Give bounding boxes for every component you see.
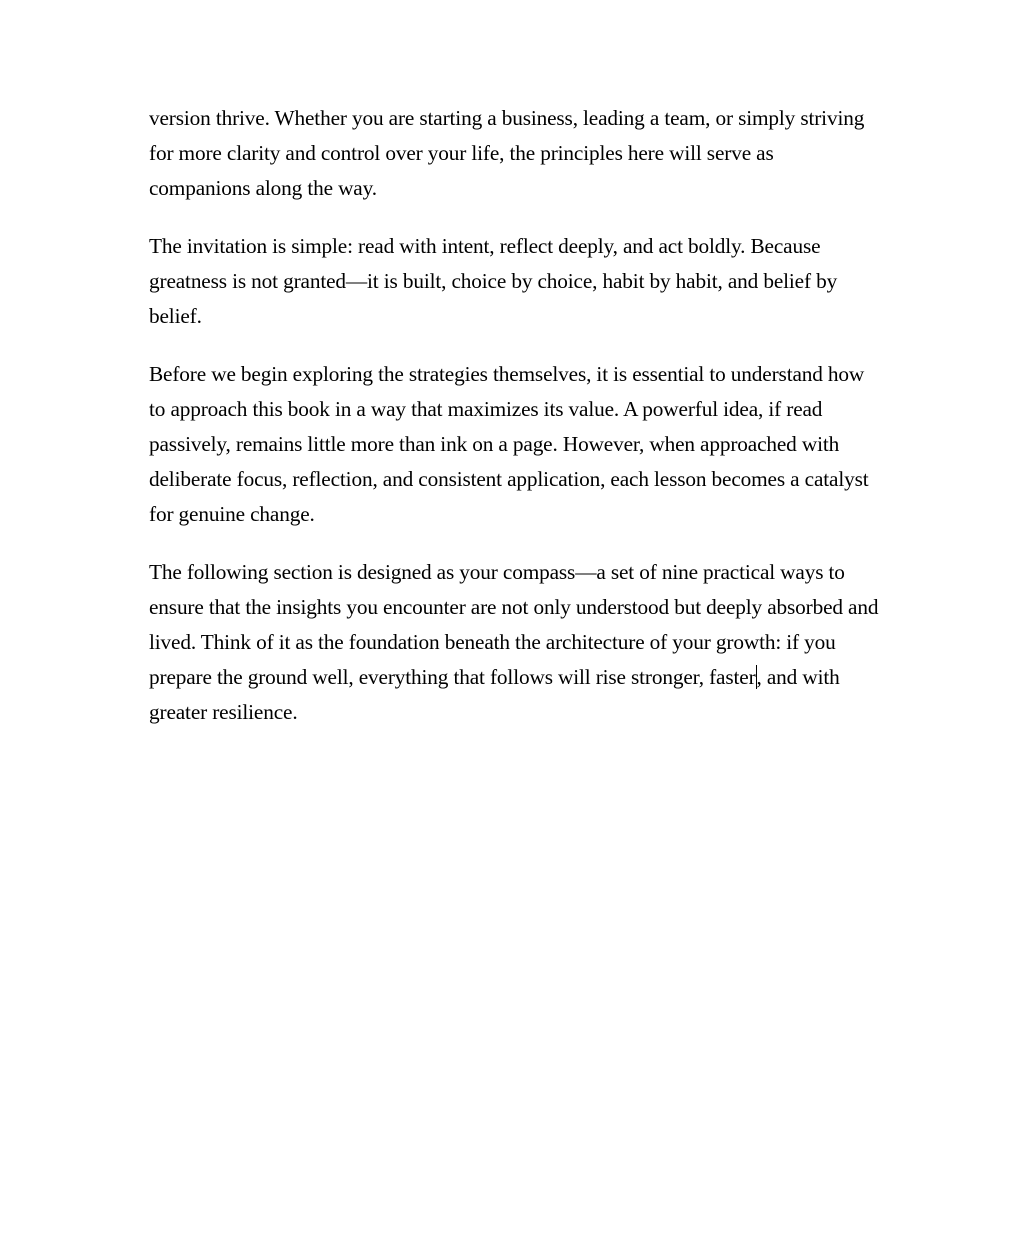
document-text-body[interactable] <box>149 101 879 753</box>
paragraph-4[interactable] <box>149 555 879 730</box>
paragraph-3[interactable]: Before we begin exploring the strategies themselves, it is essential to understand how to approach this book in a way that maximizes its value. A powerful idea, if read passively, remains little more than ink on a page. However, when approached with deliberate focus, reflection, and consistent application, each lesson becomes a catalyst for genuine change. <box>149 362 869 526</box>
paragraph-4-text-after-caret: , and with greater resilience. <box>149 665 840 724</box>
paragraph-4-text-before-caret: The following section is designed as your compass—a set of nine practical ways to ensure that the insights you encounter are not only understood but deeply absorbed and lived. Think of it as the foundation beneath the architecture of your growth: if you prepare the ground well, everything that follows will rise stronger, faster <box>149 560 879 689</box>
paragraph-2[interactable]: The invitation is simple: read with intent, reflect deeply, and act boldly. Because greatness is not granted—it is built, choice by choice, habit by habit, and belief by belief. <box>149 234 838 328</box>
paragraph-1[interactable]: version thrive. Whether you are starting a business, leading a team, or simply striving for more clarity and control over your life, the principles here will serve as companions along the way. <box>149 106 865 200</box>
